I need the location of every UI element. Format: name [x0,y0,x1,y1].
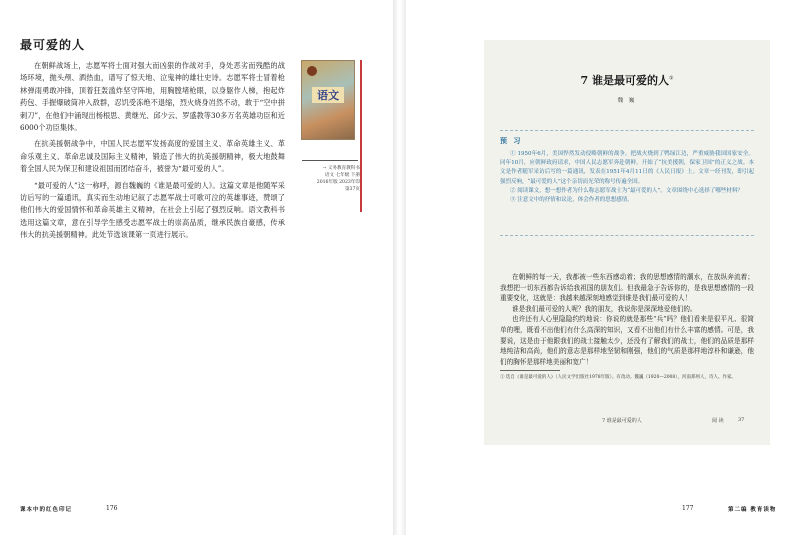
lesson-title [484,72,770,88]
left-paragraph: 在抗美援朝战争中，中国人民志愿军发扬高度的爱国主义、革命英雄主义、革命乐观主义、革命忠诚及国际主义精神，锻造了伟大的抗美援朝精神，极大地鼓舞着全国人民为保卫和建设祖国而团结奋斗，被誉为“最可爱的人”。 [20,139,285,174]
lesson-paragraph: 在朝鲜的每一天，我都被一些东西感动着；我的思想感情的潮水，在放纵奔流着；我想把一切东西都告诉给我祖国的朋友们。但我最急于告诉你的，是我思想感情的一段重要变化，这就是：我越来越深刻地感觉到谁是我们最可爱的人！ [500,273,754,303]
preview-bottom-rule [500,235,754,236]
left-body-text [20,60,285,242]
lesson-paragraph: 谁是我们最可爱的人呢？我的朋友，我说你是深深地爱他们的。 [512,304,697,313]
preview-item: ① 1950年6月，美国悍然发动侵略朝鲜的战争，把战火烧到了鸭绿江边，严重威胁我国国家安全。同年10月，应朝鲜政府请求，中国人民志愿军奔赴朝鲜，开始了“抗美援朝，保家卫国”的正义之战。本文是作者随军采访后写的一篇通讯，发表在1951年4月11日的《人民日报》上。文章一经刊发，即引起强烈反响，“最可爱的人”这个亲切而光荣的称号传遍全国。 [500,151,754,185]
lesson-body [500,272,754,367]
preview-heading: 预 习 [500,136,523,145]
footnote: ① 选自《谁是最可爱的人》（人民文学出版社1978年版）。有改动。魏巍（1920—2008），河南郑州人，诗人、作家。 [500,375,737,380]
inset-footer-section: 阅 读 [712,418,724,424]
page-number: 176 [106,505,118,512]
inset-footer [484,417,770,427]
left-paragraph: “最可爱的人”这一称呼，源自魏巍的《谁是最可爱的人》。这篇文章是他随军采访后写的一篇通讯，真实而生动地记叙了志愿军战士可歌可泣的英雄事迹，赞颂了他们伟大的爱国情怀和革命英雄主义精神，在社会上引起了强烈反响。语文教科书选用这篇文章，意在引导学生感受志愿军战士的崇高品质，继承民族自豪感，传承伟大的抗美援朝精神。此处节选该课第一页进行展示。 [20,180,285,240]
caption-line: 2016年版 2023年印 [316,180,360,185]
caption-line: 第37页 [344,187,360,192]
textbook-cover-image [301,60,355,140]
caption-line: 语文 七年级 下册 [324,173,360,178]
running-footer: 第二编 教育读物 [728,507,777,513]
left-page [0,0,393,535]
footnote-rule [500,370,560,371]
author-name: 魏 巍 [617,98,637,104]
page-number: 177 [682,505,694,512]
book-spine [393,0,406,535]
caption-rule [302,160,358,161]
lesson-paragraph: 也许还有人心里隐隐约约地说：你说的就是那些“兵”吗？他们看来是很平凡、很简单的哩，既看不出他们有什么高深的知识，又看不出他们有什么丰富的感情。可是，我要说，这是由于他跟我们的战士接触太少，还没有了解我们的战士，他们的品质是那样地纯洁和高尚，他们的意志是那样地坚韧和刚强，他们的气质是那样地淳朴和谦逊，他们的胸怀是那样地美丽和宽广！ [500,315,754,366]
lesson-title-text: 7 谁是最可爱的人 [580,74,669,87]
textbook-page-image [484,40,770,445]
caption-line: → 义务教育教科书 [322,166,360,171]
inset-page-number: 37 [738,417,745,423]
preview-item: ③ 注意文中的抒情和议论，体会作者的思想感情。 [510,197,633,204]
publisher-logo-icon [307,66,317,76]
running-footer: 课本中的红色印记 [20,507,73,513]
preview-section [500,150,754,205]
preview-top-rule [500,130,754,131]
preview-item: ② 阅读课文，想一想作者为什么称志愿军战士为“最可爱的人”。文章围绕中心选择了哪些材料？ [510,187,743,194]
left-paragraph: 在朝鲜战场上，志愿军将士面对强大而凶狠的作战对手，身处恶劣而残酷的战场环境，抛头颅、洒热血，谱写了惊天地、泣鬼神的雄壮史诗。志愿军将士冒着枪林弹雨勇敢冲锋，顶着狂轰滥炸坚守阵地，用胸膛堵枪眼，以身躯作人梯，抱起炸药包、手握爆破筒冲入敌群，忍饥受冻绝不退缩，烈火烧身岿然不动，敢于“空中拼刺刀”，在他们中涌现出杨根思、黄继光、邱少云、罗盛教等30多万名英雄功臣和近6000个功臣集体。 [20,61,285,133]
footnote-mark: ① [669,75,674,82]
page-title: 最可爱的人 [20,38,86,52]
inset-footer-title: 7 谁是最可爱的人 [602,418,642,424]
accent-bar [360,60,362,212]
image-caption [296,165,360,193]
cover-title: 语文 [312,87,344,103]
